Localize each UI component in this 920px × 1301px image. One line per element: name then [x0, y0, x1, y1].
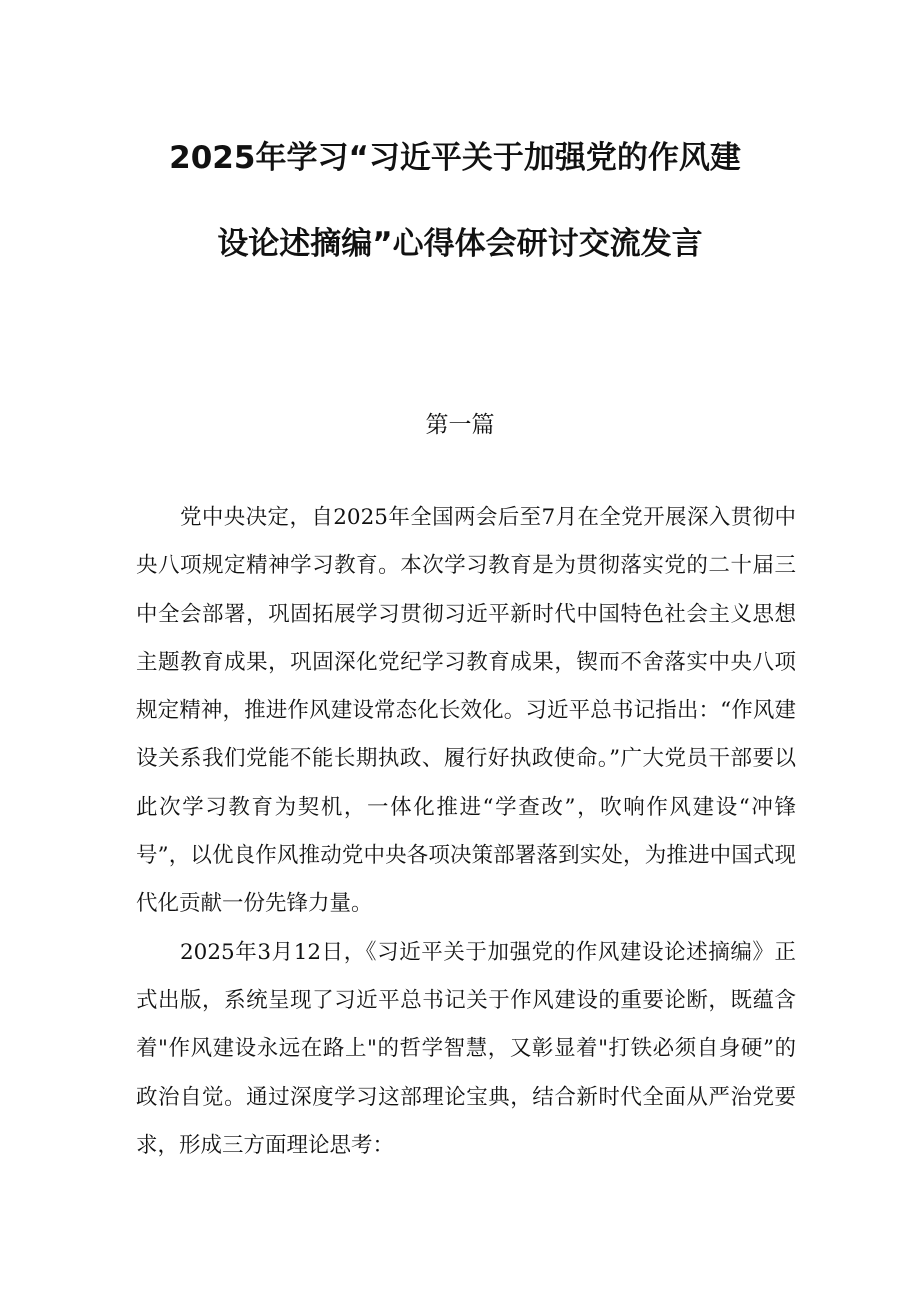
document-title-line-1: 2025年学习“习近平关于加强党的作风建	[169, 140, 741, 176]
section-heading: 第一篇	[425, 412, 495, 438]
document-body	[136, 494, 796, 1170]
body-paragraph-1: 党中央决定，自2025年全国两会后至7月在全党开展深入贯彻中央八项规定精神学习教育。本次学习教育是为贯彻落实党的二十届三中全会部署，巩固拓展学习贯彻习近平新时代中国特色社会主义思想主题教育成果，巩固深化党纪学习教育成果，锲而不舍落实中央八项规定精神，推进作风建设常态化长效化。习近平总书记指出：“作风建设关系我们党能不能长期执政、履行好执政使命。”广大党员干部要以此次学习教育为契机，一体化推进“学查改”，吹响作风建设“冲锋号”，以优良作风推动党中央各项决策部署落到实处，为推进中国式现代化贡献一份先锋力量。	[136, 505, 796, 917]
document-title-line-2: 设论述摘编”心得体会研讨交流发言	[217, 226, 703, 262]
body-paragraph-2: 2025年3月12日，《习近平关于加强党的作风建设论述摘编》正式出版，系统呈现了习近平总书记关于作风建设的重要论断，既蕴含着"作风建设永远在路上"的哲学智慧，又彰显着"打铁必须自身硬”的政治自觉。通过深度学习这部理论宝典，结合新时代全面从严治党要求，形成三方面理论思考：	[136, 939, 796, 1158]
